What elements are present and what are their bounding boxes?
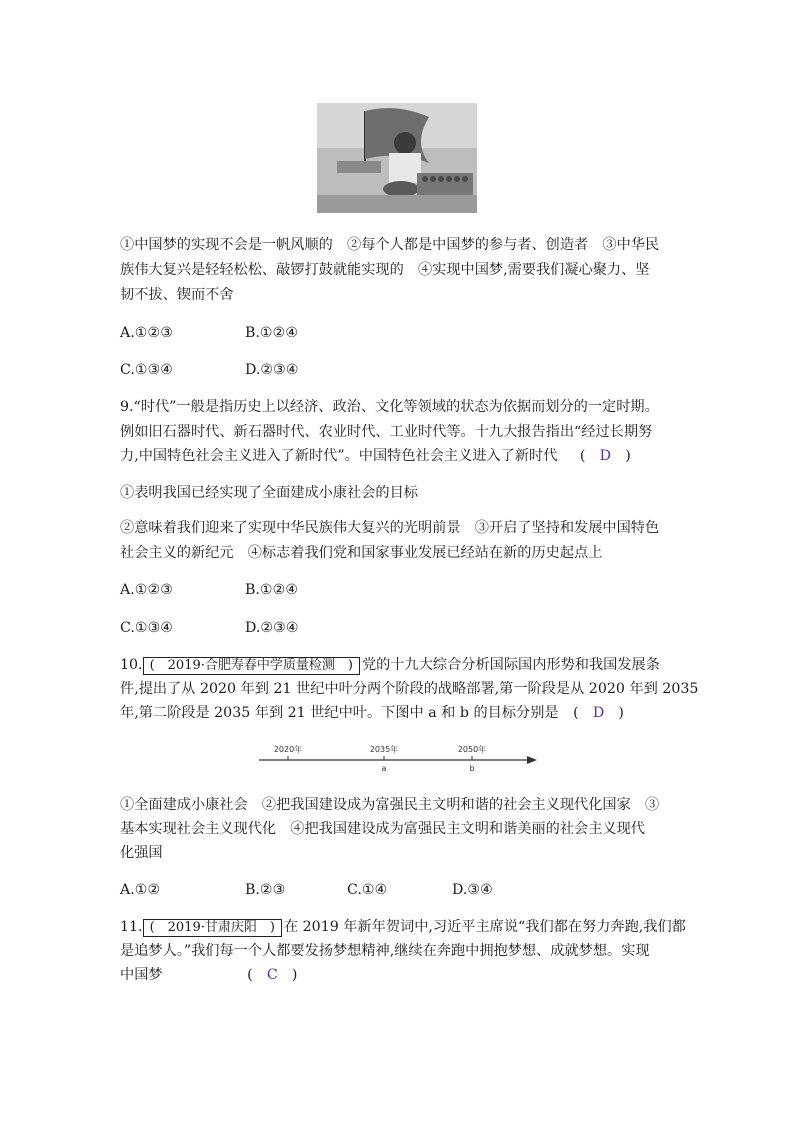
q10-stem-line-3 (120, 703, 624, 723)
q8-statement-line-3: 韧不拔、锲而不舍 (120, 287, 234, 303)
q10-statement-line-1: ①全面建成小康社会 ②把我国建设成为富强民主文明和谐的社会主义现代化国家 ③ (120, 797, 660, 813)
q10-option-c[interactable]: C.①④ (347, 882, 388, 898)
timeline-arrow (527, 756, 537, 764)
q8-option-b[interactable]: B.①②④ (245, 325, 299, 341)
q9-answer-bracket: ( D ) (579, 448, 631, 464)
q11-number: 11. (120, 919, 143, 935)
timeline-year-2035: 2035年 (369, 745, 399, 754)
q10-source-box: ( 2019·合肥寿春中学质量检测 ) (143, 657, 360, 675)
q11-source: 2019·甘肃庆阳 (167, 920, 257, 935)
q9-stem-line-2: 例如旧石器时代、新石器时代、农业时代、工业时代等。十九大报告指出“经过长期努 (120, 424, 653, 440)
q11-answer-bracket: ( C ) (247, 967, 298, 983)
q11-source-box: ( 2019·甘肃庆阳 ) (143, 919, 282, 937)
q10-answer: D (592, 705, 605, 721)
q8-option-a[interactable]: A.①②③ (120, 325, 173, 341)
q10-stem-text: 年,第二阶段是 2035 年到 21 世纪中叶。下图中 a 和 b 的目标分别是 (120, 705, 559, 721)
q10-answer-bracket: ( D ) (573, 705, 624, 721)
q11-stem-line-2: 是追梦人。”我们每一个人都要发扬梦想精神,继续在奔跑中拥抱梦想、成就梦想。实现 (120, 943, 650, 959)
q8-option-d[interactable]: D.②③④ (245, 362, 299, 378)
q9-option-d[interactable]: D.②③④ (245, 620, 299, 636)
q9-stem-line-3 (120, 446, 631, 466)
q10-statement-line-3: 化强国 (120, 845, 163, 861)
q10-stem-line-2: 件,提出了从 2020 年到 21 世纪中叶分两个阶段的战略部署,第一阶段是从 2020 年到 2035 (120, 681, 699, 697)
q9-statement-line-1: ①表明我国已经实现了全面建成小康社会的目标 (120, 485, 418, 501)
q9-statement-line-3: 社会主义的新纪元 ④标志着我们党和国家事业发展已经站在新的历史起点上 (120, 545, 603, 561)
q11-stem-line-1 (120, 917, 686, 937)
q10-stem-line-1 (120, 655, 660, 675)
q9-stem-text: 力,中国特色社会主义进入了新时代”。中国特色社会主义进入了新时代 (120, 448, 558, 464)
q10-number: 10. (120, 657, 143, 673)
q8-option-c[interactable]: C.①③④ (120, 362, 174, 378)
q9-answer: D (599, 448, 612, 464)
q8-statement-line-2: 族伟大复兴是轻轻松松、敲锣打鼓就能实现的 ④实现中国梦,需要我们凝心聚力、坚 (120, 262, 650, 278)
timeline-year-2020: 2020年 (273, 745, 303, 754)
q9-stem-line-1: 9.“时代”一般是指历史上以经济、政治、文化等领域的状态为依据而划分的一定时期。 (120, 399, 659, 415)
q9-option-b[interactable]: B.①②④ (245, 582, 299, 598)
timeline-mark-b: b (469, 764, 475, 773)
q11-answer: C (266, 967, 278, 983)
q11-stem-text: 中国梦 (120, 967, 163, 983)
q10-option-b[interactable]: B.②③ (245, 882, 286, 898)
q11-stem-first: 在 2019 年新年贺词中,习近平主席说“我们都在努力奔跑,我们都 (283, 919, 686, 935)
q9-statement-line-2: ②意味着我们迎来了实现中华民族伟大复兴的光明前景 ③开启了坚持和发展中国特色 (120, 520, 660, 536)
q10-option-d[interactable]: D.③④ (452, 882, 493, 898)
q10-source: 2019·合肥寿春中学质量检测 (167, 658, 335, 673)
q10-statement-line-2: 基本实现社会主义现代化 ④把我国建设成为富强民主文明和谐美丽的社会主义现代 (120, 821, 645, 837)
illustration-flag-painting (317, 103, 477, 213)
q9-option-c[interactable]: C.①③④ (120, 620, 174, 636)
timeline-mark-a: a (381, 764, 387, 773)
q10-timeline (255, 740, 540, 774)
q8-statement-line-1: ①中国梦的实现不会是一帆风顺的 ②每个人都是中国梦的参与者、创造者 ③中华民 (120, 237, 660, 253)
q11-stem-line-3 (120, 965, 297, 985)
q9-option-a[interactable]: A.①②③ (120, 582, 173, 598)
timeline-year-2050: 2050年 (457, 745, 487, 754)
q10-stem-first: 党的十九大综合分析国际国内形势和我国发展条 (361, 657, 660, 673)
q10-option-a[interactable]: A.①② (120, 882, 161, 898)
